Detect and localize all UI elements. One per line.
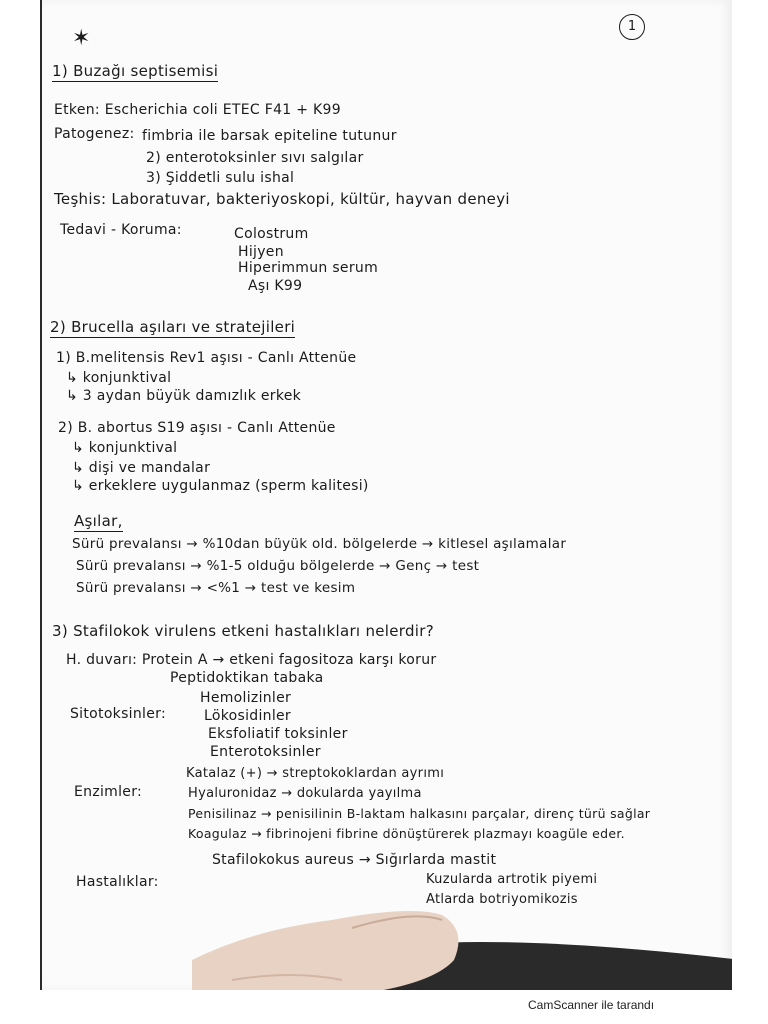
section1-tedavi-item: Hijyen: [238, 244, 284, 260]
section3-sitotoksinler-label: Sitotoksinler:: [70, 706, 166, 722]
section1-etken: Etken: Escherichia coli ETEC F41 + K99: [54, 102, 341, 118]
section2-asilar-row: Sürü prevalansı → %10dan büyük old. bölgelerde → kitlesel aşılamalar: [72, 536, 567, 552]
page-number: 1: [619, 14, 645, 40]
section3-sitotoksin: Lökosidinler: [204, 708, 291, 724]
section3-enzim: Koagulaz → fibrinojeni fibrine dönüştürerek plazmayı koagüle eder.: [188, 826, 625, 841]
notebook-page: [40, 0, 732, 990]
section2-line: ↳ konjunktival: [66, 370, 172, 386]
star-doodle-icon: ✶: [72, 26, 91, 51]
section3-sitotoksin: Hemolizinler: [200, 690, 292, 706]
section1-title: 1) Buzağı septisemisi: [52, 62, 219, 80]
section3-enzim: Penisilinaz → penisilinin B-laktam halkasını parçalar, direnç türü sağlar: [188, 806, 651, 821]
section1-tedavi-label: Tedavi - Koruma:: [60, 222, 182, 238]
section2-line: ↳ erkeklere uygulanmaz (sperm kalitesi): [72, 478, 369, 494]
section2-line: ↳ dişi ve mandalar: [72, 460, 211, 476]
section1-tedavi-item: Hiperimmun serum: [238, 260, 379, 276]
section3-hastalik: Atlarda botriyomikozis: [426, 892, 578, 907]
section2-line: 1) B.melitensis Rev1 aşısı - Canlı Attenüe: [56, 350, 357, 366]
section3-enzim: Katalaz (+) → streptokoklardan ayrımı: [186, 766, 445, 781]
section2-line: 2) B. abortus S19 aşısı - Canlı Attenüe: [58, 420, 336, 436]
section2-line: ↳ konjunktival: [72, 440, 178, 456]
section3-hastalik: Kuzularda artrotik piyemi: [426, 872, 598, 887]
section2-asilar-row: Sürü prevalansı → <%1 → test ve kesim: [76, 580, 356, 596]
section3-enzim: Hyaluronidaz → dokularda yayılma: [188, 786, 422, 801]
section3-hastalik: Stafilokokus aureus → Sığırlarda mastit: [212, 852, 497, 868]
section3-title: 3) Stafilokok virulens etkeni hastalıkları nelerdir?: [52, 622, 434, 640]
section3-sitotoksin: Eksfoliatif toksinler: [208, 726, 348, 742]
section1-teshis: Teşhis: Laboratuvar, bakteriyoskopi, kültür, hayvan deneyi: [54, 190, 510, 208]
section2-title: 2) Brucella aşıları ve stratejileri: [50, 318, 296, 336]
section1-patogenez-2: 2) enterotoksinler sıvı salgılar: [146, 150, 364, 166]
section1-tedavi-item: Aşı K99: [248, 278, 303, 294]
section1-tedavi-item: Colostrum: [234, 226, 309, 242]
scanner-watermark: CamScanner ile tarandı: [528, 998, 655, 1012]
section2-asilar-row: Sürü prevalansı → %1-5 olduğu bölgelerde → Genç → test: [76, 558, 480, 574]
section1-patogenez-3: 3) Şiddetli sulu ishal: [146, 170, 295, 186]
section1-patogenez-1: fimbria ile barsak epiteline tutunur: [142, 128, 397, 144]
section3-hduvari: H. duvarı: Protein A → etkeni fagositoza karşı korur: [66, 652, 437, 668]
section3-hduvari: Peptidoktikan tabaka: [170, 670, 324, 686]
section2-line: ↳ 3 aydan büyük damızlık erkek: [66, 388, 302, 404]
section1-patogenez-label: Patogenez:: [54, 126, 135, 142]
section3-sitotoksin: Enterotoksinler: [210, 744, 321, 760]
section3-enzimler-label: Enzimler:: [74, 784, 143, 800]
section2-asilar-title: Aşılar,: [74, 512, 123, 530]
section3-hastaliklar-label: Hastalıklar:: [76, 874, 159, 890]
hand-icon: [192, 890, 492, 990]
